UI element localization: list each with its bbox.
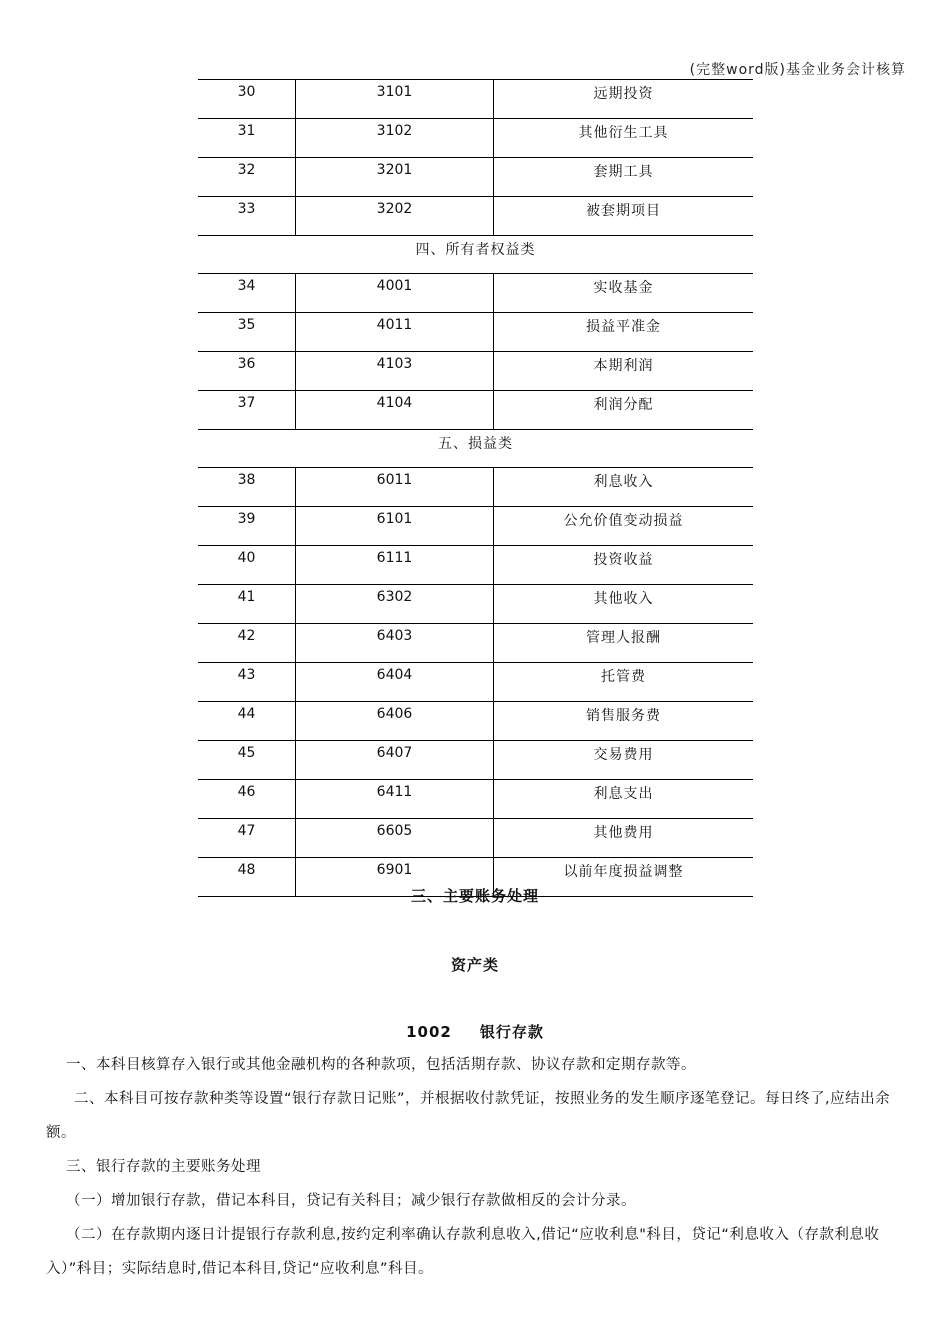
account-code-cell: 3102 (296, 119, 494, 158)
row-number: 40 (198, 546, 296, 585)
row-number: 43 (198, 663, 296, 702)
section-label: 五、损益类 (198, 430, 753, 468)
table-row (198, 663, 753, 702)
account-code-cell: 6111 (296, 546, 494, 585)
account-name-cell: 被套期项目 (494, 197, 754, 236)
account-code-cell: 3202 (296, 197, 494, 236)
account-name-cell: 套期工具 (494, 158, 754, 197)
account-code-cell: 4104 (296, 391, 494, 430)
table-section-row (198, 236, 753, 274)
table-row (198, 158, 753, 197)
row-number: 44 (198, 702, 296, 741)
account-code-cell: 3201 (296, 158, 494, 197)
account-code-cell: 6406 (296, 702, 494, 741)
table-row (198, 585, 753, 624)
paragraph-4: （一）增加银行存款，借记本科目，贷记有关科目；减少银行存款做相反的会计分录。 (66, 1193, 636, 1209)
account-code-cell: 6101 (296, 507, 494, 546)
table-row (198, 391, 753, 430)
row-number: 46 (198, 780, 296, 819)
table-row (198, 702, 753, 741)
account-code-cell: 4103 (296, 352, 494, 391)
account-name-cell: 托管费 (494, 663, 754, 702)
account-name-cell: 管理人报酬 (494, 624, 754, 663)
row-number: 48 (198, 858, 296, 897)
account-name-cell: 其他费用 (494, 819, 754, 858)
paragraph-5: （二）在存款期内逐日计提银行存款利息,按约定利率确认存款利息收入,借记“应收利息"科目，贷记“利息收入（存款利息收入）”科目；实际结息时,借记本科目,贷记“应收利息”科目。 (46, 1227, 880, 1277)
table-row (198, 119, 753, 158)
accounts-table-body (198, 80, 753, 897)
account-code-cell: 6605 (296, 819, 494, 858)
table-section-row (198, 430, 753, 468)
account-name-cell: 利息支出 (494, 780, 754, 819)
account-code-cell: 6411 (296, 780, 494, 819)
account-code-cell: 6302 (296, 585, 494, 624)
account-name-cell: 损益平准金 (494, 313, 754, 352)
table-row (198, 780, 753, 819)
table-row (198, 546, 753, 585)
account-code-cell: 6404 (296, 663, 494, 702)
account-name: 银行存款 (479, 1023, 544, 1041)
row-number: 31 (198, 119, 296, 158)
account-name-cell: 本期利润 (494, 352, 754, 391)
row-number: 39 (198, 507, 296, 546)
account-code-cell: 4001 (296, 274, 494, 313)
row-number: 42 (198, 624, 296, 663)
account-name-cell: 利润分配 (494, 391, 754, 430)
table-row (198, 274, 753, 313)
account-code-cell: 4011 (296, 313, 494, 352)
table-row (198, 197, 753, 236)
account-code-cell: 6403 (296, 624, 494, 663)
table-row (198, 352, 753, 391)
table-row (198, 741, 753, 780)
row-number: 30 (198, 80, 296, 119)
account-name-cell: 其他收入 (494, 585, 754, 624)
account-name-cell: 利息收入 (494, 468, 754, 507)
row-number: 36 (198, 352, 296, 391)
account-heading (0, 1021, 950, 1042)
section-heading: 三、主要账务处理 (410, 887, 539, 905)
row-number: 35 (198, 313, 296, 352)
account-name-cell: 公允价值变动损益 (494, 507, 754, 546)
row-number: 34 (198, 274, 296, 313)
row-number: 41 (198, 585, 296, 624)
account-name-cell: 投资收益 (494, 546, 754, 585)
row-number: 33 (198, 197, 296, 236)
paragraph-3: 三、银行存款的主要账务处理 (66, 1159, 261, 1175)
account-code-cell: 6407 (296, 741, 494, 780)
accounts-table (198, 79, 753, 897)
account-name-cell: 销售服务费 (494, 702, 754, 741)
account-name-cell: 其他衍生工具 (494, 119, 754, 158)
paragraph-1: 一、本科目核算存入银行或其他金融机构的各种款项，包括活期存款、协议存款和定期存款等。 (66, 1057, 696, 1073)
table-row (198, 819, 753, 858)
document-header-title: (完整word版)基金业务会计核算 (689, 62, 906, 78)
table-row (198, 468, 753, 507)
sub-heading: 资产类 (450, 956, 499, 974)
account-name-cell: 实收基金 (494, 274, 754, 313)
row-number: 47 (198, 819, 296, 858)
section-label: 四、所有者权益类 (198, 236, 753, 274)
account-code-cell: 6901 (296, 858, 494, 897)
account-name-cell: 交易费用 (494, 741, 754, 780)
table-row (198, 624, 753, 663)
account-name-cell: 远期投资 (494, 80, 754, 119)
account-code-cell: 3101 (296, 80, 494, 119)
row-number: 38 (198, 468, 296, 507)
row-number: 37 (198, 391, 296, 430)
account-name-cell: 以前年度损益调整 (494, 858, 754, 897)
table-row (198, 313, 753, 352)
row-number: 45 (198, 741, 296, 780)
account-code: 1002 (406, 1023, 452, 1041)
account-code-cell: 6011 (296, 468, 494, 507)
row-number: 32 (198, 158, 296, 197)
table-row (198, 507, 753, 546)
paragraph-2: 二、本科目可按存款种类等设置“银行存款日记账”，并根据收付款凭证，按照业务的发生顺序逐笔登记。每日终了,应结出余额。 (46, 1091, 891, 1141)
table-row (198, 80, 753, 119)
